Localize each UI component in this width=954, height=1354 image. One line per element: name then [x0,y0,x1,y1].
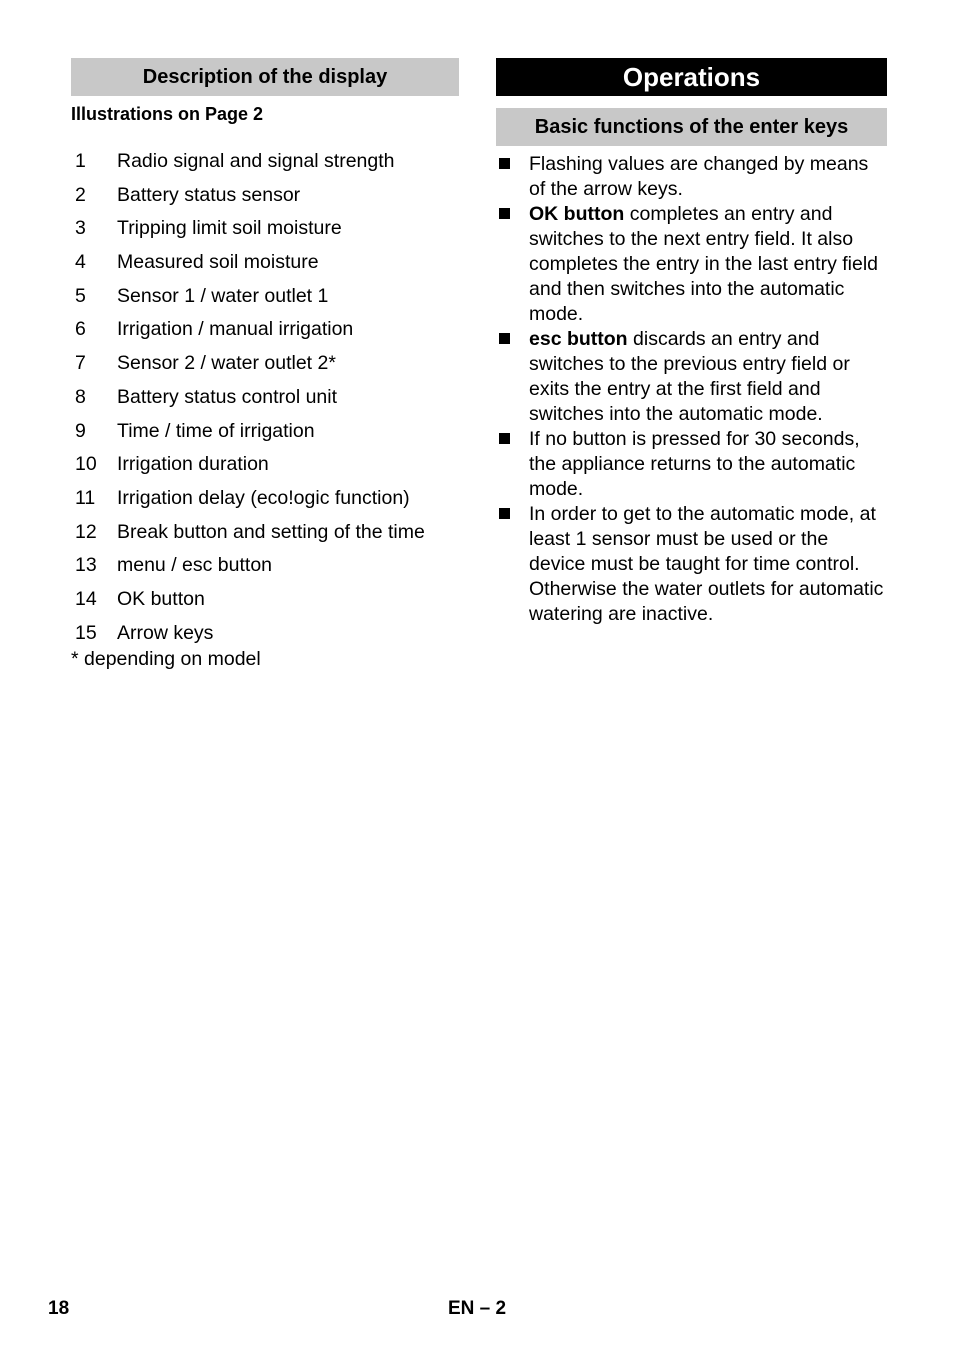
bullet-item [496,502,887,627]
legend-item [71,385,459,419]
legend-label: Battery status sensor [117,183,301,206]
bullet-item [496,152,887,202]
legend-label: Sensor 1 / water outlet 1 [117,284,329,307]
legend-number: 5 [75,284,86,307]
bullet-keyword: esc button [529,328,628,350]
legend-number: 10 [75,453,97,476]
operations-section [496,58,887,627]
legend-label: Sensor 2 / water outlet 2* [117,352,336,375]
square-bullet-icon [499,158,510,169]
legend-item [71,351,459,385]
legend-number: 12 [75,520,97,543]
legend-item [71,284,459,318]
bullet-item [496,427,887,502]
bullet-text: discards an entry and switches to the previous entry field or exits the entry at the first field and switches into the automatic mode. [529,328,850,425]
legend-label: Time / time of irrigation [117,419,315,442]
legend-label: Irrigation / manual irrigation [117,318,354,341]
legend-number: 14 [75,587,97,610]
model-footnote: * depending on model [71,648,261,671]
square-bullet-icon [499,333,510,344]
legend-item [71,183,459,217]
legend-number: 9 [75,419,86,442]
legend-number: 4 [75,251,86,274]
legend-item [71,419,459,453]
legend-item [71,317,459,351]
legend-label: Measured soil moisture [117,251,319,274]
legend-number: 11 [75,486,96,509]
bullet-text: In order to get to the automatic mode, at least 1 sensor must be used or the device must be taught for time control. Otherwise the water outlets for automatic watering are inactive. [529,503,884,625]
legend-number: 6 [75,318,86,341]
legend-label: Irrigation delay (eco!ogic function) [117,486,410,509]
enter-keys-heading: Basic functions of the enter keys [496,108,887,146]
legend-number: 8 [75,385,86,408]
bullet-text: completes an entry and switches to the next entry field. It also completes the entry in the last entry field and then switches into the automatic mode. [529,203,879,325]
bullet-keyword: OK button [529,203,625,225]
bullet-item [496,202,887,327]
legend-number: 1 [75,150,86,172]
legend-item [71,452,459,486]
bullet-text: Flashing values are changed by means of the arrow keys. [529,153,869,200]
legend-label: Radio signal and signal strength [117,150,395,172]
legend-item [71,553,459,587]
legend-number: 13 [75,554,97,577]
legend-number: 2 [75,183,86,206]
square-bullet-icon [499,208,510,219]
illustrations-reference: Illustrations on Page 2 [71,104,264,124]
legend-label: Arrow keys [117,621,214,644]
legend-label: Battery status control unit [117,385,338,408]
legend-number: 15 [75,621,97,644]
language-page-reference: EN – 2 [448,1298,507,1319]
enter-keys-bullets [496,152,887,627]
legend-number: 7 [75,352,86,375]
bullet-text: If no button is pressed for 30 seconds, the appliance returns to the automatic mode. [529,428,860,500]
legend-item [71,216,459,250]
legend-label: Irrigation duration [117,453,269,476]
page-number: 18 [48,1298,70,1319]
square-bullet-icon [499,508,510,519]
square-bullet-icon [499,433,510,444]
operations-title: Operations [496,58,887,96]
legend-number: 3 [75,217,86,240]
display-legend-list [71,149,459,654]
legend-item [71,520,459,554]
bullet-item [496,327,887,427]
legend-item [71,149,459,183]
legend-label: menu / esc button [117,554,273,577]
legend-label: Break button and setting of the time [117,520,425,543]
legend-item [71,250,459,284]
legend-label: Tripping limit soil moisture [117,217,342,240]
legend-label: OK button [117,587,205,610]
legend-item [71,587,459,621]
legend-item [71,486,459,520]
display-description-section [71,58,459,671]
display-description-heading: Description of the display [71,58,459,96]
legend-item [71,621,459,655]
